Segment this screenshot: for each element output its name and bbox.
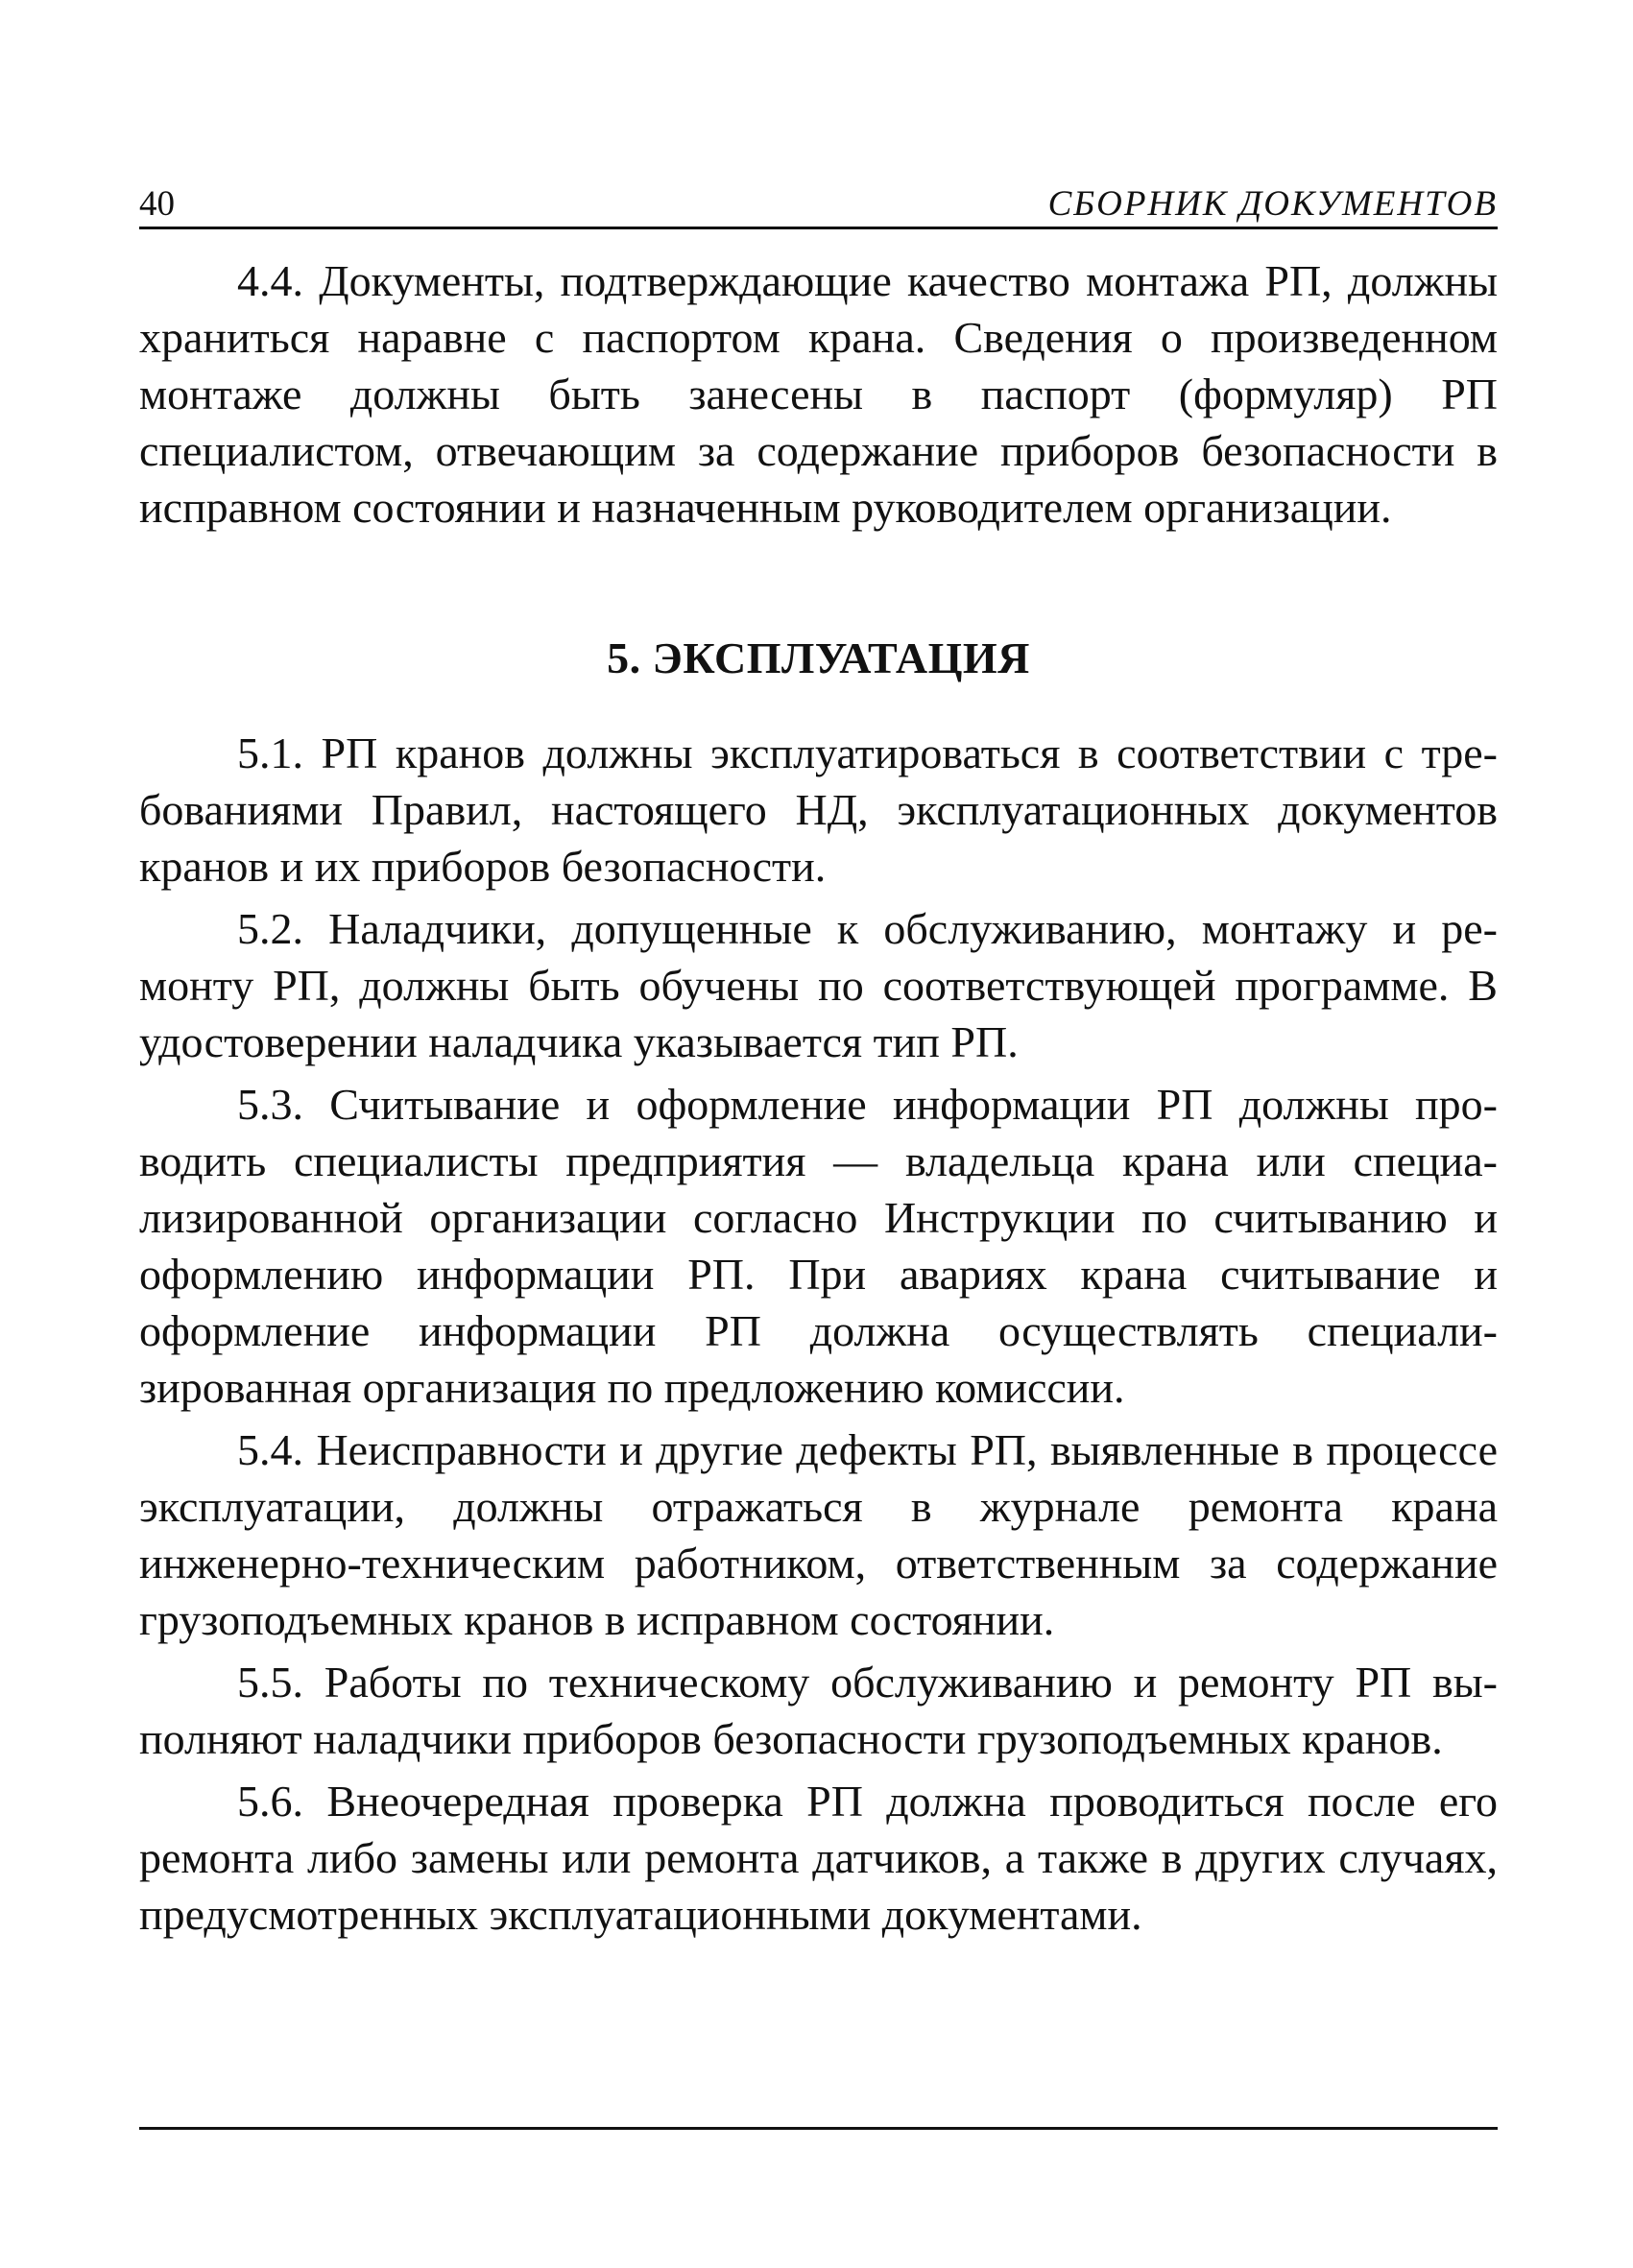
paragraph-5-1: 5.1. РП кранов должны эксплуатироваться в соответствии с требованиями Правил, настоящего НД, эксплуатационных документов кранов и их приборов безопасности. [139, 728, 1498, 891]
document-page [139, 182, 1498, 1943]
page-number: 40 [139, 184, 175, 224]
paragraph-5-3: 5.3. Считывание и оформление информации РП должны проводить специалисты предприятия — владельца крана или специализированной организации согласно Инструкции по считыванию и оформлению информации РП. При авариях крана считывание и оформление информации РП должна осуществлять специализированная организация по предложению комиссии. [139, 1080, 1498, 1412]
footer-rule [139, 2127, 1498, 2130]
document-body [139, 252, 1498, 1943]
paragraph-4-4: 4.4. Документы, подтверждающие качество монтажа РП, должны храниться наравне с паспортом крана. Сведения о произведенном монтаже должны быть занесены в паспорт (формуляр) РП специалистом, отвечающим за содержание приборов безопасности в исправном состоянии и назначенным руководителем организации. [139, 256, 1498, 532]
paragraph-5-2: 5.2. Наладчики, допущенные к обслуживанию, монтажу и ремонту РП, должны быть обучены по соответствующей программе. В удостоверении наладчика указывается тип РП. [139, 904, 1498, 1066]
running-header [139, 182, 1498, 229]
paragraph-5-5: 5.5. Работы по техническому обслуживанию и ремонту РП выполняют наладчики приборов безопасности грузоподъемных кранов. [139, 1658, 1498, 1763]
running-title: СБОРНИК ДОКУМЕНТОВ [1047, 184, 1498, 224]
section-title: 5. ЭКСПЛУАТАЦИЯ [607, 633, 1030, 682]
paragraph-5-6: 5.6. Внеочередная проверка РП должна проводиться после его ремонта либо замены или ремонта датчиков, а также в других случаях, предусмотренных эксплуатационными документами. [139, 1777, 1498, 1939]
paragraph-5-4: 5.4. Неисправности и другие дефекты РП, выявленные в процессе эксплуатации, должны отражаться в журнале ремонта крана инженерно-техническим работником, ответственным за содержание грузоподъемных кранов в исправном состоянии. [139, 1425, 1498, 1644]
